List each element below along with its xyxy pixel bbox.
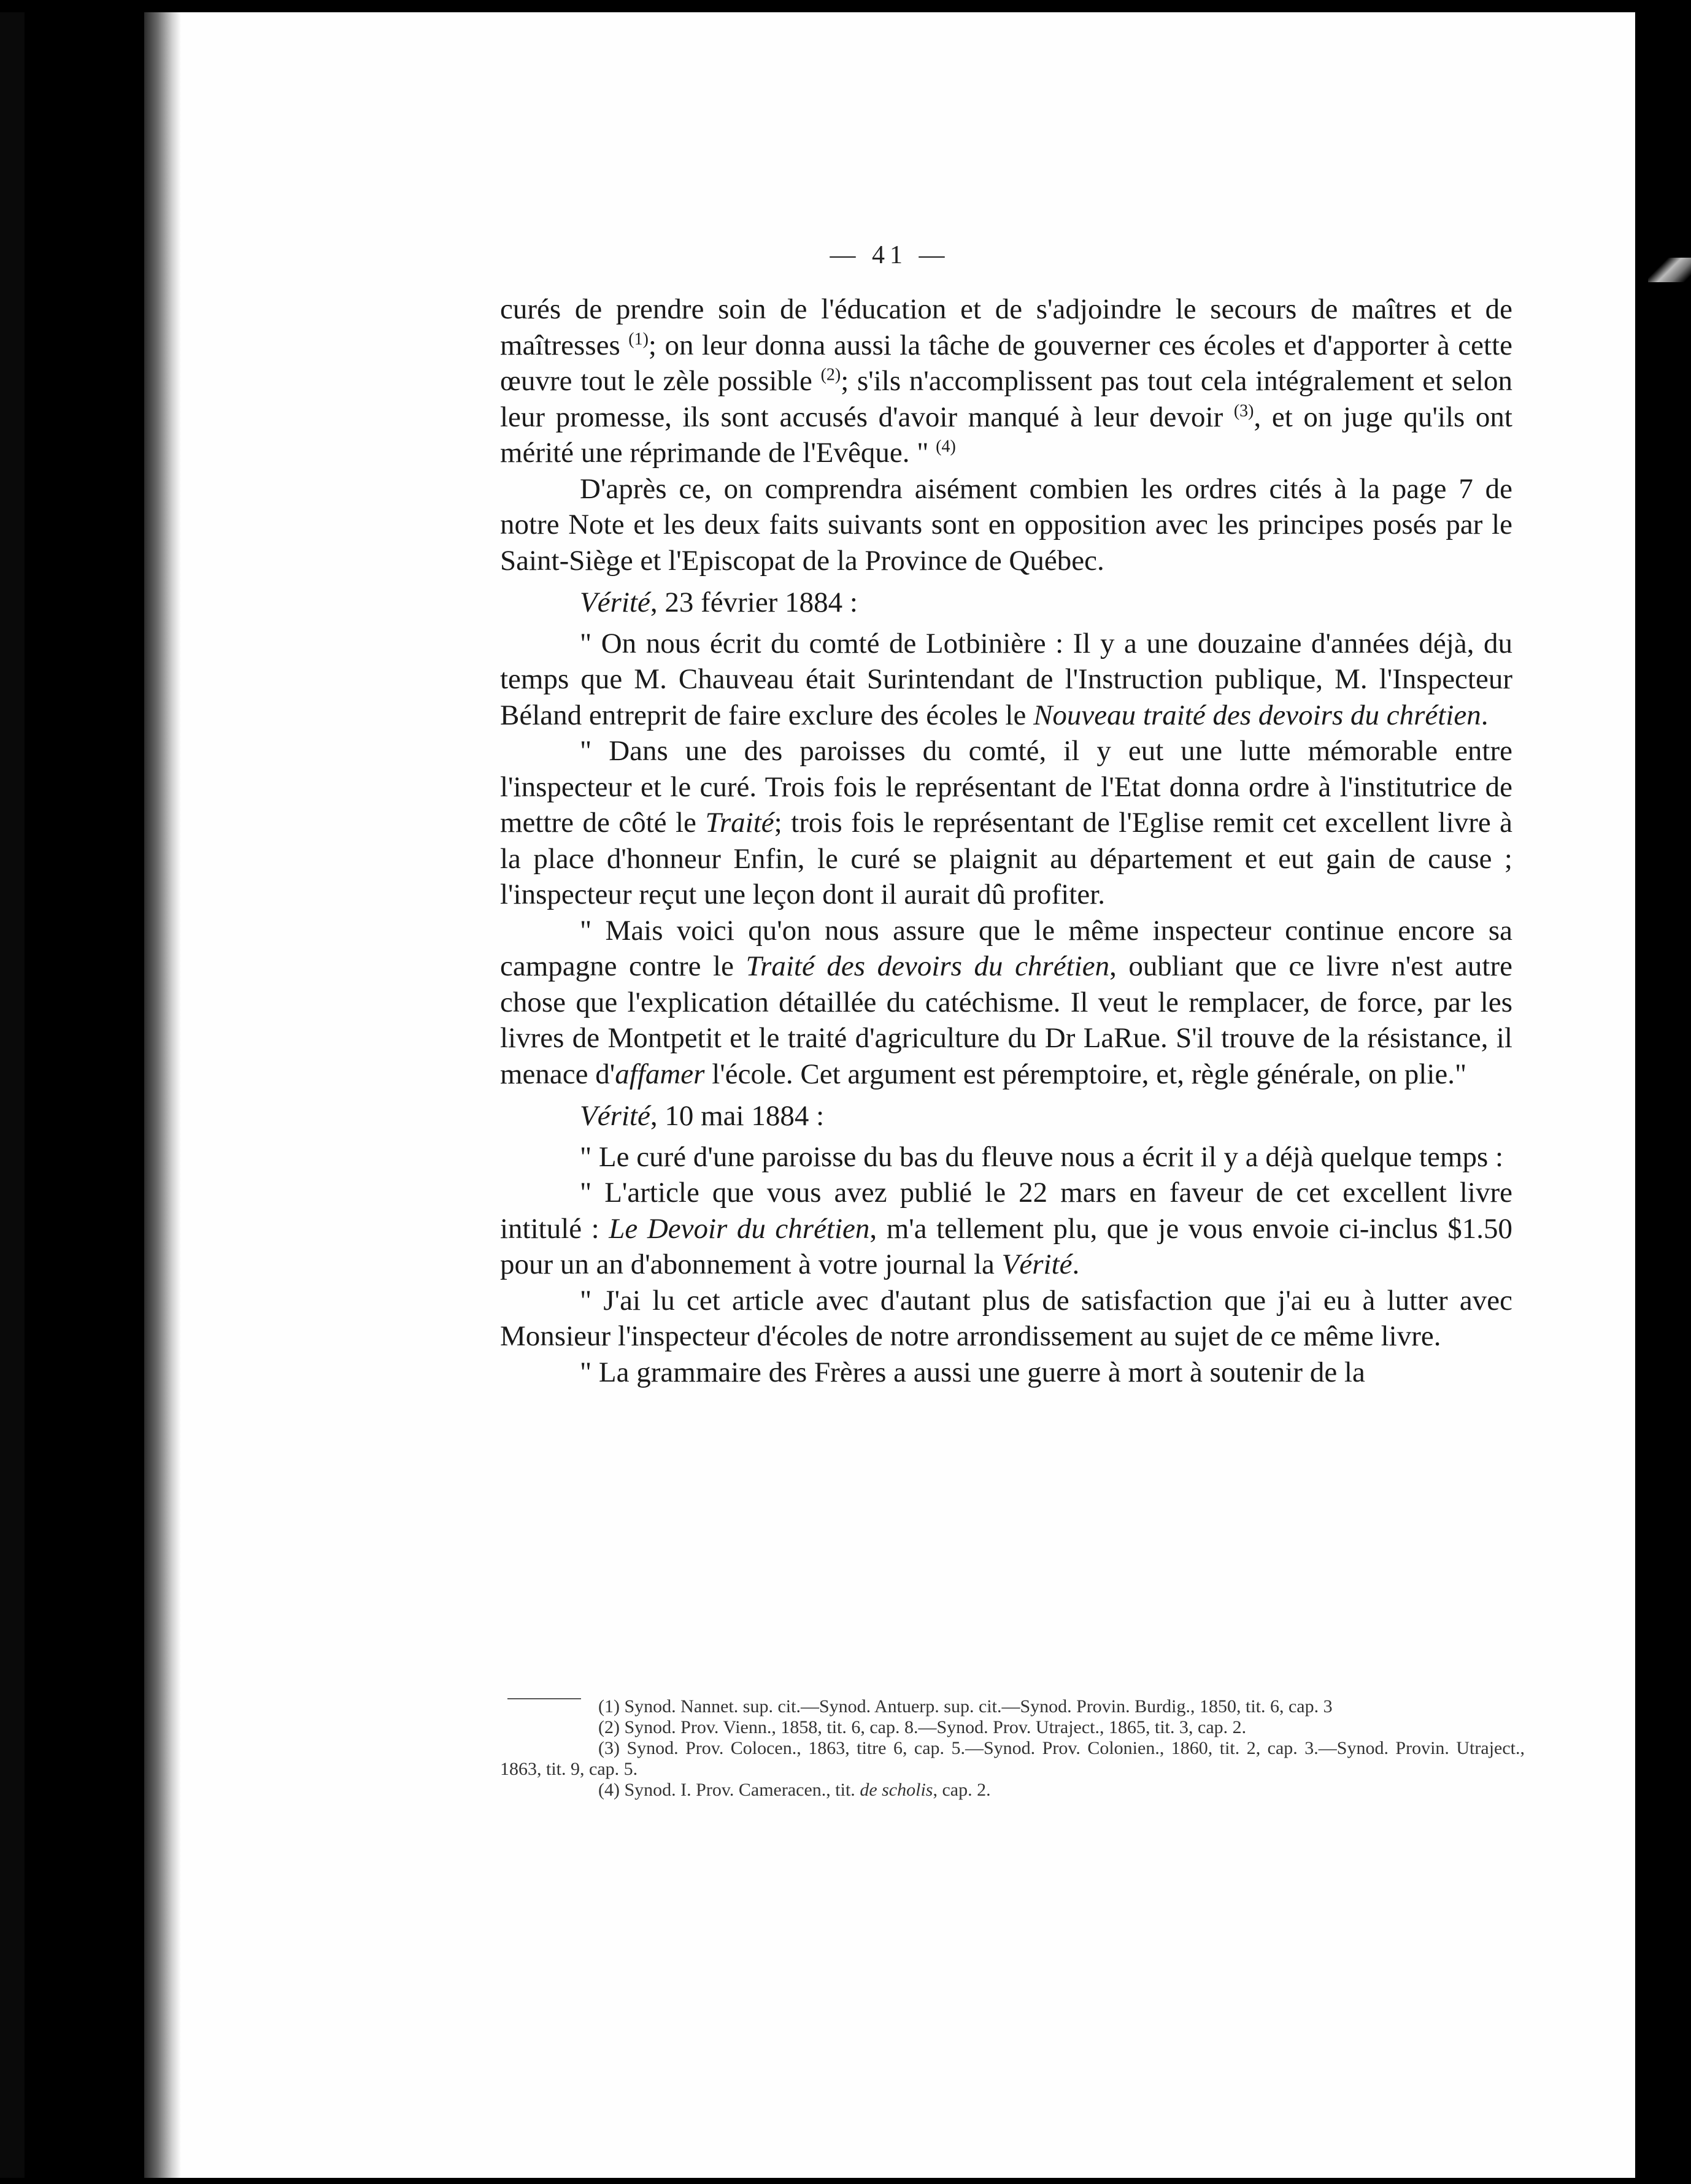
- footnotes: [500, 1696, 1525, 1801]
- footnote-ref: (1): [628, 329, 649, 348]
- quote-paragraph: " Mais voici qu'on nous assure que le même inspecteur continue encore sa campagne contre le Traité des devoirs du chrétien, oubliant que ce livre n'est autre chose que l'explication détaillée du catéchisme. Il veut le remplacer, de force, par les livres de Montpetit et le traité d'agriculture du Dr LaRue. S'il trouve de la résistance, il menace d'affamer l'école. Cet argument est péremptoire, et, règle générale, on plie.": [500, 914, 1512, 1090]
- quote-paragraph: " Dans une des paroisses du comté, il y eut une lutte mémorable entre l'inspecteur et le curé. Trois fois le représentant de l'Etat donna ordre à l'institutrice de mettre de côté le Traité; trois fois le représentant de l'Eglise remit cet excellent livre à la place d'honneur Enfin, le curé se plaignit au département et eut gain de cause ; l'inspecteur reçut une leçon dont il aurait dû profiter.: [500, 735, 1513, 910]
- body-text: [500, 291, 1512, 1390]
- document-page: [144, 12, 1635, 2178]
- footnote: (2) Synod. Prov. Vienn., 1858, tit. 6, cap. 8.—Synod. Prov. Utraject., 1865, tit. 3, cap. 2.: [598, 1717, 1247, 1737]
- scan-artifact: [1648, 258, 1691, 282]
- quote-paragraph: " La grammaire des Frères a aussi une guerre à mort à soutenir de la: [580, 1356, 1365, 1388]
- paragraph: D'après ce, on comprendra aisément combien les ordres cités à la page 7 de notre Note et les deux faits suivants sont en opposition avec les principes posés par le Saint-Siège et l'Episcopat de la Province de Québec.: [500, 472, 1512, 577]
- quote-paragraph: " Le curé d'une paroisse du bas du fleuve nous a écrit il y a déjà quelque temps :: [580, 1140, 1504, 1173]
- source-citation: Vérité, 10 mai 1884 :: [580, 1100, 825, 1132]
- source-citation: Vérité, 23 février 1884 :: [580, 586, 858, 618]
- quote-paragraph: " On nous écrit du comté de Lotbinière : Il y a une douzaine d'années déjà, du temps que M. Chauveau était Surintendant de l'Instruction publique, M. l'Inspecteur Béland entreprit de faire exclure des écoles le Nouveau traité des devoirs du chrétien.: [500, 627, 1512, 731]
- scan-border-right: [1635, 0, 1691, 2184]
- footnote: (4) Synod. I. Prov. Cameracen., tit. de scholis, cap. 2.: [598, 1780, 991, 1800]
- paragraph: curés de prendre soin de l'éducation et de s'adjoindre le secours de maîtres et de maîtresses $^{(1)}$; on leur donna aussi la tâche de gouverner ces écoles et d'apporter à cette œuvre tout le zèle possible $^{(2)}$; s'ils n'accomplissent pas tout cela intégralement et selon leur promesse, ils sont accusés d'avoir manqué à leur devoir $^{(3)}$, et on juge qu'ils ont mérité une réprimande de l'Evêque. " $^{(4)}$: [500, 293, 1512, 469]
- footnote-ref: (2): [820, 365, 841, 385]
- page-gutter-shadow: [144, 12, 181, 2178]
- footnote-ref: (4): [936, 437, 956, 456]
- footnote: (1) Synod. Nannet. sup. cit.—Synod. Antuerp. sup. cit.—Synod. Provin. Burdig., 1850, tit. 6, cap. 3: [598, 1696, 1333, 1717]
- page-number: — 41 —: [830, 241, 950, 269]
- adjacent-page-fragment: [0, 12, 25, 2178]
- footnote-ref: (3): [1233, 401, 1254, 420]
- footnote: (3) Synod. Prov. Colocen., 1863, titre 6, cap. 5.—Synod. Prov. Colonien., 1860, tit. 2, cap. 3.—Synod. Provin. Utraject., 1863, tit. 9, cap. 5.: [500, 1738, 1525, 1779]
- quote-paragraph: " J'ai lu cet article avec d'autant plus de satisfaction que j'ai eu à lutter avec Monsieur l'inspecteur d'écoles de notre arrondissement au sujet de ce même livre.: [500, 1284, 1512, 1352]
- quote-paragraph: " L'article que vous avez publié le 22 mars en faveur de cet excellent livre intitulé : Le Devoir du chrétien, m'a tellement plu, que je vous envoie ci-inclus $1.50 pour un an d'abonnement à votre journal la Vérité.: [500, 1177, 1512, 1280]
